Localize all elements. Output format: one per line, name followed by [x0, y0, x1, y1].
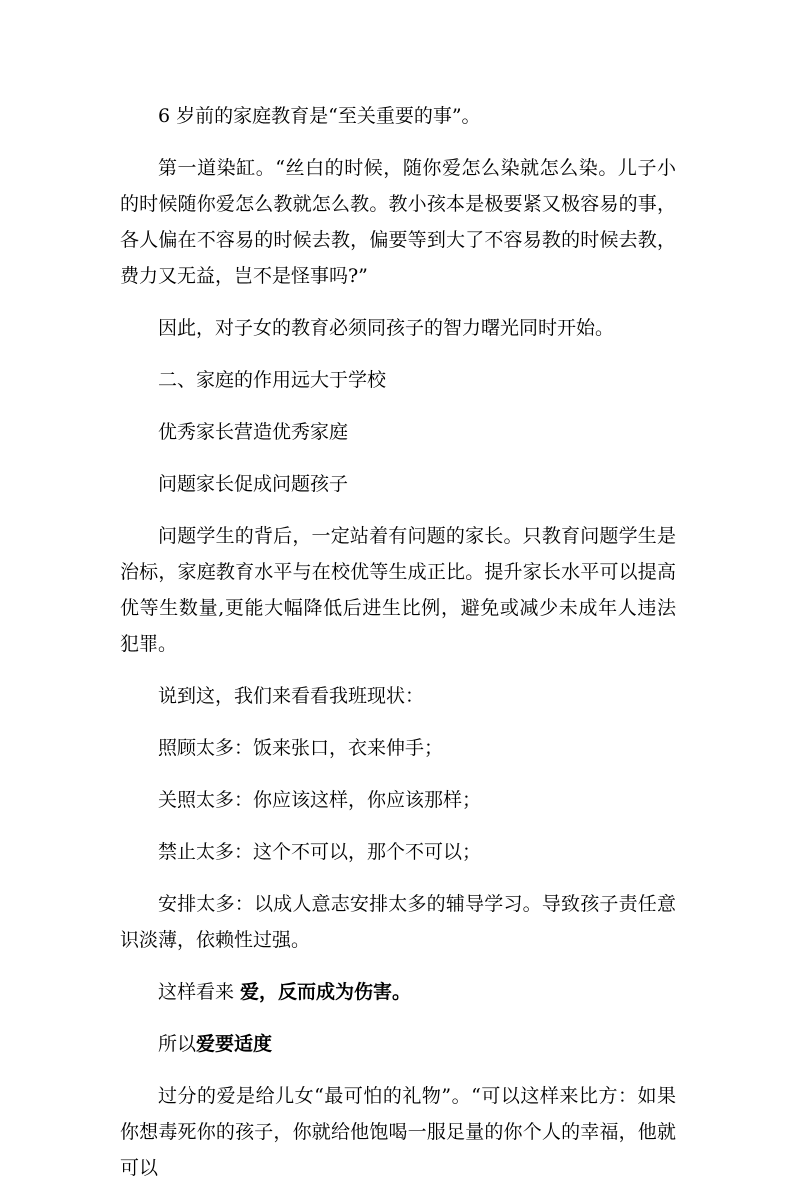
paragraph: 过分的爱是给儿女“最可怕的礼物”。“可以这样来比方：如果你想毒死你的孩子，你就给他饱喝一服足量的你个人的幸福，他就可以	[120, 1085, 676, 1179]
list-item: 关照太多：你应该这样，你应该那样；	[158, 789, 482, 811]
paragraph: 问题学生的背后，一定站着有问题的家长。只教育问题学生是治标，家庭教育水平与在校优等生成正比。提升家长水平可以提高优等生数量,更能大幅降低后进生比例，避免或减少未成年人违法犯罪。	[120, 525, 676, 655]
paragraph: 第一道染缸。“丝白的时候，随你爱怎么染就怎么染。儿子小的时候随你爱怎么教就怎么教。教小孩本是极要紧又极容易的事，各人偏在不容易的时候去教，偏要等到大了不容易教的时候去教，费力又无益，岂不是怪事吗?”	[120, 157, 676, 287]
paragraph	[120, 1026, 676, 1062]
paragraph: 6 岁前的家庭教育是“至关重要的事”。	[158, 105, 481, 127]
paragraph-normal-text: 这样看来	[158, 981, 241, 1003]
list-item: 禁止太多：这个不可以，那个不可以；	[158, 841, 482, 863]
paragraph	[120, 974, 676, 1010]
section-heading: 二、家庭的作用远大于学校	[158, 369, 387, 391]
emphasis-text: 爱要适度	[196, 1033, 273, 1055]
paragraph: 问题家长促成问题孩子	[158, 473, 349, 495]
document-body	[120, 98, 676, 1202]
paragraph: 优秀家长营造优秀家庭	[158, 421, 349, 443]
paragraph: 因此，对子女的教育必须同孩子的智力曙光同时开始。	[158, 317, 615, 339]
paragraph: 说到这，我们来看看我班现状：	[158, 685, 425, 707]
list-item: 照顾太多：饭来张口，衣来伸手；	[158, 737, 444, 759]
paragraph-normal-text: 所以	[158, 1033, 197, 1055]
emphasis-text: 爱，反而成为伤害。	[240, 981, 412, 1003]
list-item: 安排太多：以成人意志安排太多的辅导学习。导致孩子责任意识淡薄，依赖性过强。	[120, 893, 676, 951]
